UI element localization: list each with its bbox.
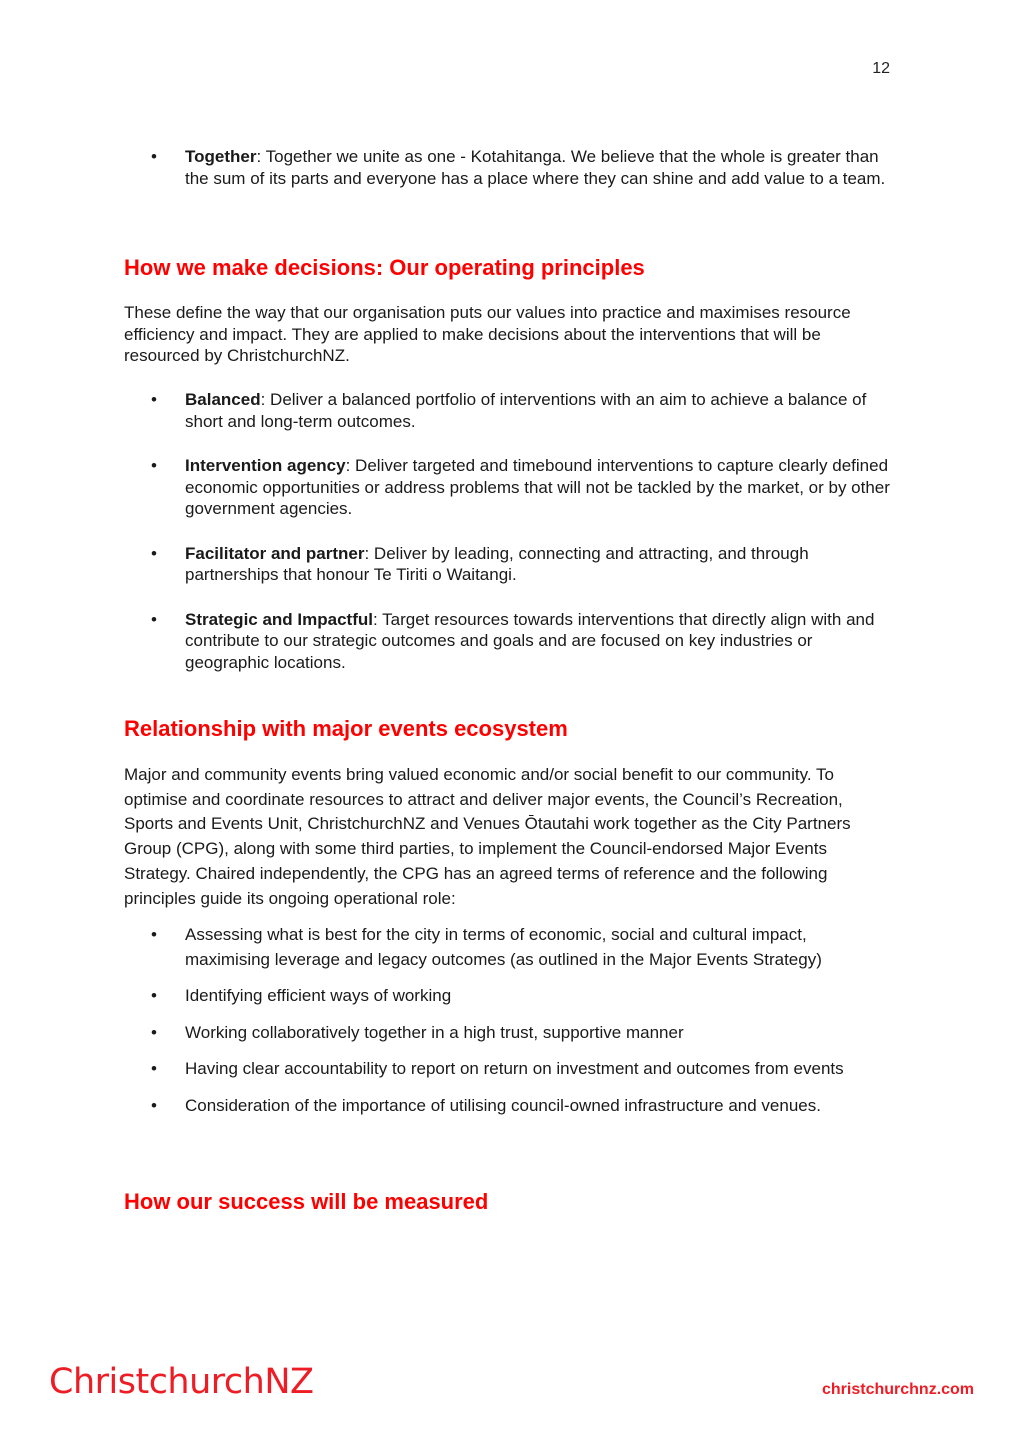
list-item bbox=[124, 146, 894, 189]
section-heading-operating-principles: How we make decisions: Our operating principles bbox=[124, 255, 645, 280]
list-item-term: Together bbox=[185, 147, 257, 166]
operating-principles-list bbox=[124, 389, 894, 673]
list-item bbox=[124, 609, 894, 674]
list-item bbox=[124, 389, 894, 432]
list-item-term: Strategic and Impactful bbox=[185, 609, 373, 629]
list-item: • Assessing what is best for the city in terms of economic, social and cultural impact, maximising leverage and legacy outcomes (as outlined in the Major Events Strategy) bbox=[124, 923, 894, 972]
list-item-text: : Target resources towards interventions that directly align with and contribute to our strategic outcomes and goals and are focused on key industries or geographic locations. bbox=[185, 609, 875, 672]
list-item bbox=[124, 543, 894, 586]
section-heading-major-events: Relationship with major events ecosystem bbox=[124, 716, 568, 741]
website-link[interactable]: christchurchnz.com bbox=[822, 1381, 975, 1398]
list-item: • Consideration of the importance of utilising council-owned infrastructure and venues. bbox=[124, 1094, 894, 1119]
list-item: • Having clear accountability to report on return on investment and outcomes from events bbox=[124, 1057, 894, 1082]
list-item-term: Facilitator and partner bbox=[185, 543, 365, 563]
list-item: • Identifying efficient ways of working bbox=[124, 984, 894, 1009]
list-item-text: : Together we unite as one - Kotahitanga. We believe that the whole is greater than the sum of its parts and everyone has a place where they can shine and add value to a team. bbox=[185, 147, 886, 188]
major-events-principles-list bbox=[124, 923, 894, 1118]
list-item-text: : Deliver targeted and timebound interventions to capture clearly defined economic opportunities or address problems that will not be tackled by the market, or by other government agencies. bbox=[185, 456, 890, 518]
list-item-text: : Deliver by leading, connecting and attracting, and through partnerships that honour Te Tiriti o Waitangi. bbox=[185, 543, 809, 584]
list-item bbox=[124, 455, 894, 520]
section-heading-success-measured: How our success will be measured bbox=[124, 1189, 489, 1214]
list-item-term: Balanced bbox=[185, 390, 261, 409]
list-item: • Working collaboratively together in a high trust, supportive manner bbox=[124, 1021, 894, 1046]
list-item-term: Intervention agency bbox=[185, 456, 346, 475]
values-list bbox=[124, 146, 894, 189]
list-item-text: : Deliver a balanced portfolio of interventions with an aim to achieve a balance of short and long-term outcomes. bbox=[185, 390, 867, 431]
operating-principles-intro: These define the way that our organisation puts our values into practice and maximises resource efficiency and impact. They are applied to make decisions about the interventions that will be resourced by ChristchurchNZ. bbox=[124, 303, 851, 365]
page-number: 12 bbox=[872, 60, 890, 77]
christchurchnz-logo: ChristchurchNZ bbox=[49, 1362, 314, 1402]
major-events-intro: Major and community events bring valued economic and/or social benefit to our community. To optimise and coordinate resources to attract and deliver major events, the Council’s Recreation, Sports and Events Unit, ChristchurchNZ and Venues Ōtautahi work together as the City Partners Group (CPG), along with some third parties, to implement the Council-endorsed Major Events Strategy. Chaired independently, the CPG has an agreed terms of reference and the following principles guide its ongoing operational role: bbox=[124, 765, 851, 908]
